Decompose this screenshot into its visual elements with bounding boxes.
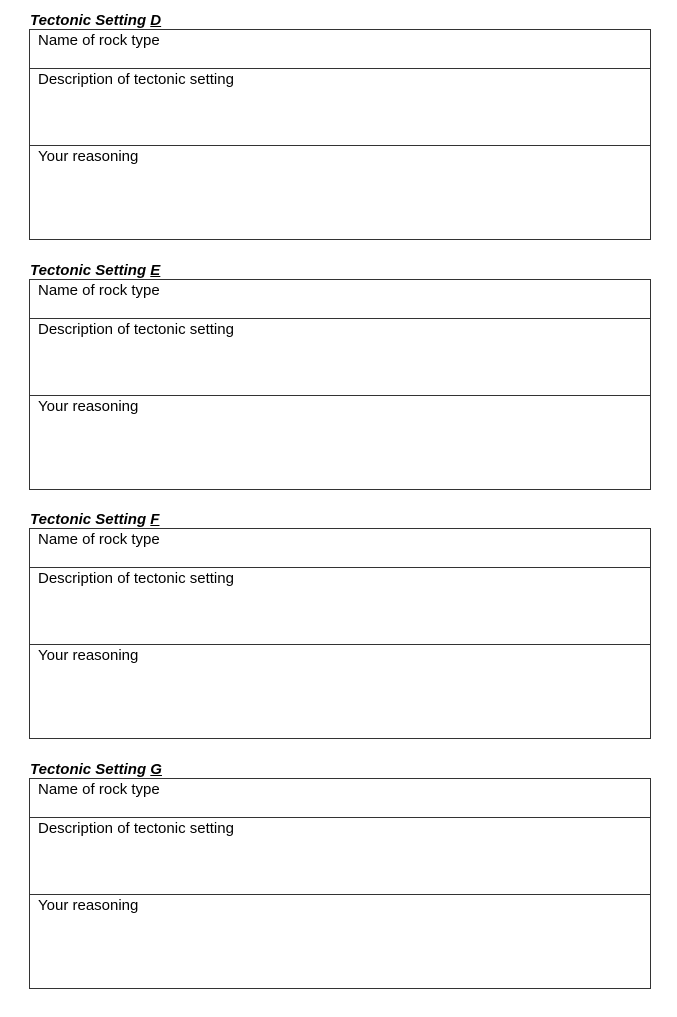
rock-type-label: Name of rock type bbox=[38, 781, 160, 798]
reasoning-label: Your reasoning bbox=[38, 647, 139, 664]
tectonic-description-label: Description of tectonic setting bbox=[38, 820, 234, 837]
tectonic-description-label: Description of tectonic setting bbox=[38, 570, 234, 587]
tectonic-description-field[interactable] bbox=[30, 567, 650, 644]
answer-table bbox=[29, 279, 651, 490]
section-title-letter: E bbox=[150, 262, 161, 279]
tectonic-description-field[interactable] bbox=[30, 817, 650, 894]
section-title-prefix: Tectonic Setting bbox=[30, 12, 151, 29]
rock-type-label: Name of rock type bbox=[38, 32, 160, 49]
rock-type-field[interactable] bbox=[30, 529, 650, 567]
section-title-letter: D bbox=[150, 12, 162, 29]
section-title bbox=[30, 262, 160, 279]
tectonic-description-field[interactable] bbox=[30, 318, 650, 395]
rock-type-field[interactable] bbox=[30, 30, 650, 68]
answer-table bbox=[29, 528, 651, 739]
reasoning-field[interactable] bbox=[30, 644, 650, 738]
tectonic-description-label: Description of tectonic setting bbox=[38, 321, 234, 338]
answer-table bbox=[29, 29, 651, 240]
reasoning-field[interactable] bbox=[30, 894, 650, 988]
rock-type-field[interactable] bbox=[30, 779, 650, 817]
rock-type-label: Name of rock type bbox=[38, 531, 160, 548]
tectonic-description-label: Description of tectonic setting bbox=[38, 71, 234, 88]
section-title-letter: G bbox=[150, 761, 162, 778]
rock-type-field[interactable] bbox=[30, 280, 650, 318]
section-title-prefix: Tectonic Setting bbox=[30, 761, 151, 778]
rock-type-label: Name of rock type bbox=[38, 282, 160, 299]
reasoning-field[interactable] bbox=[30, 145, 650, 239]
answer-table bbox=[29, 778, 651, 989]
section-title-prefix: Tectonic Setting bbox=[30, 511, 151, 528]
section-title bbox=[30, 761, 162, 778]
reasoning-label: Your reasoning bbox=[38, 897, 139, 914]
tectonic-description-field[interactable] bbox=[30, 68, 650, 145]
section-title-prefix: Tectonic Setting bbox=[30, 262, 151, 279]
section-title bbox=[30, 511, 159, 528]
reasoning-field[interactable] bbox=[30, 395, 650, 489]
reasoning-label: Your reasoning bbox=[38, 398, 139, 415]
section-title bbox=[30, 12, 161, 29]
reasoning-label: Your reasoning bbox=[38, 148, 139, 165]
section-title-letter: F bbox=[150, 511, 160, 528]
